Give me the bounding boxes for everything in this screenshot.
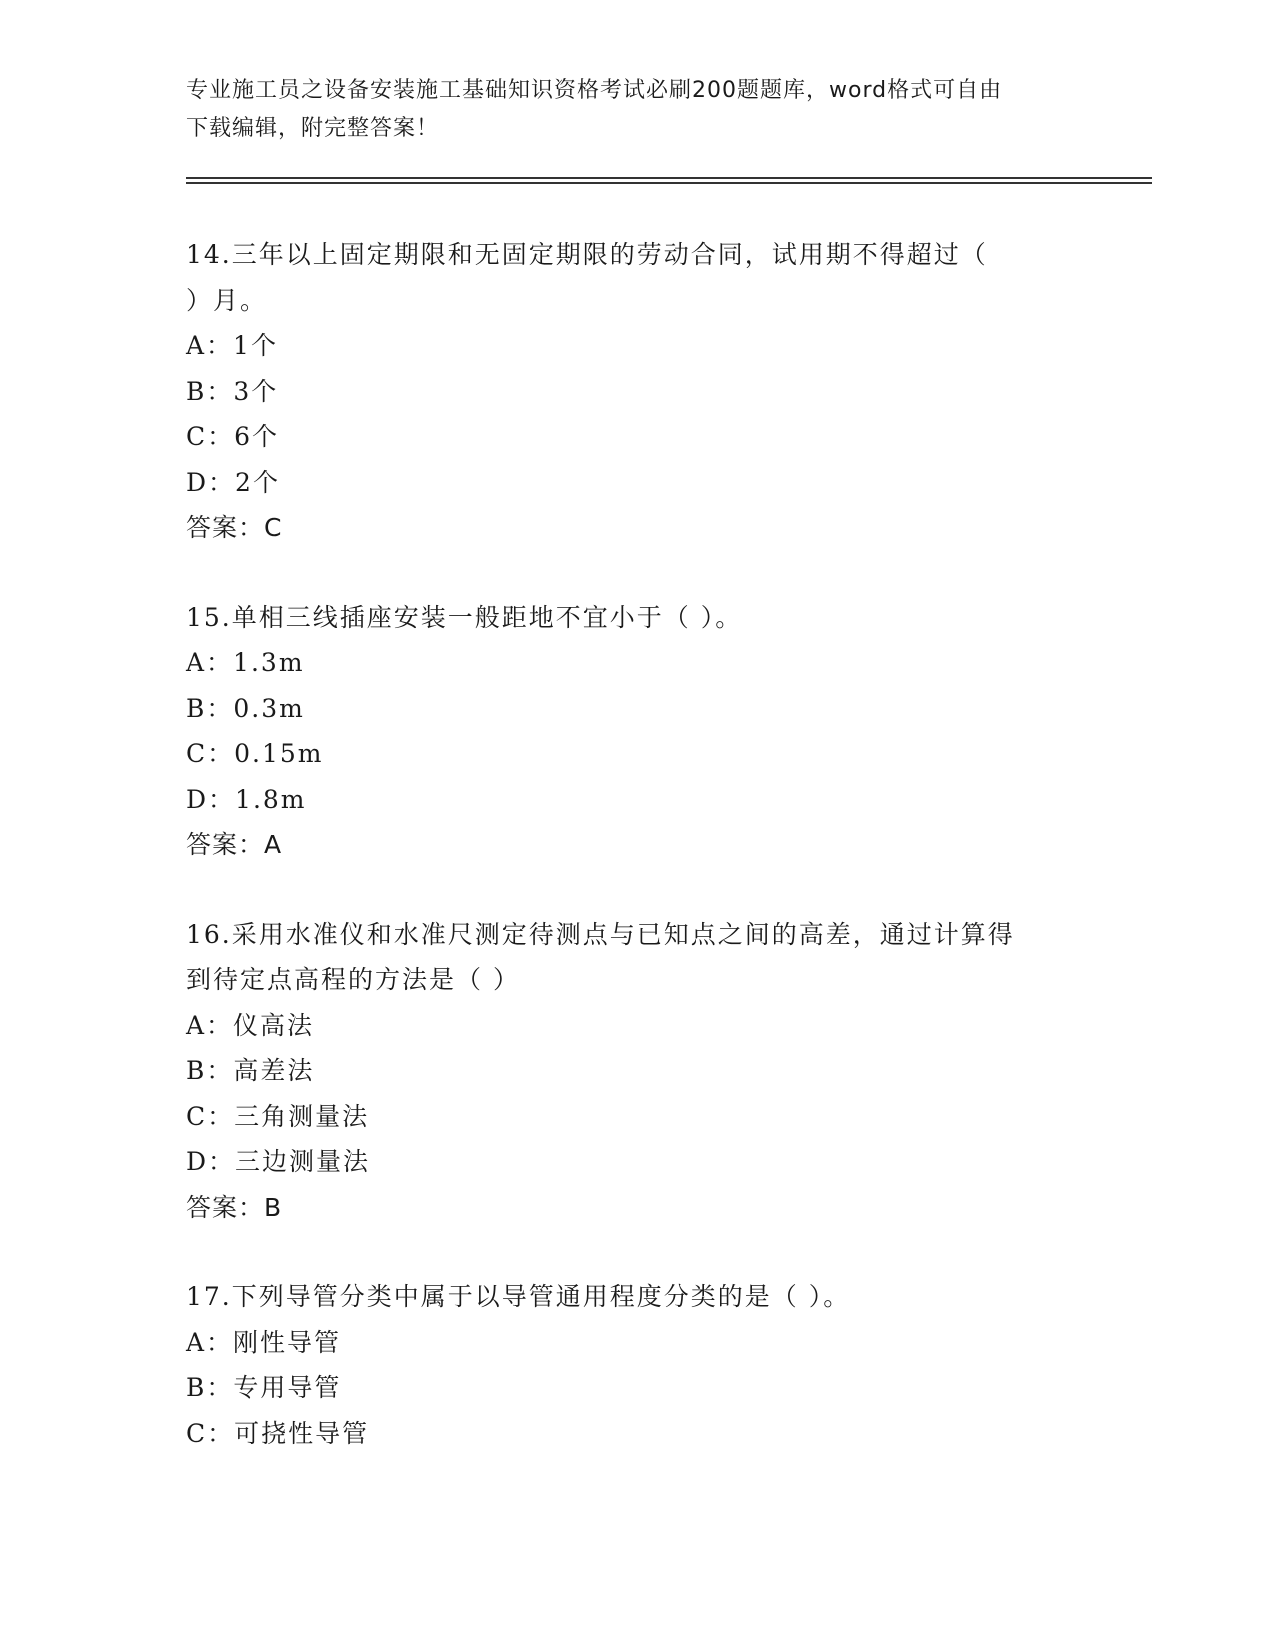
option-a: A：1.3m <box>186 648 305 677</box>
header-divider-top <box>186 177 1152 179</box>
option-d: D：三边测量法 <box>186 1147 371 1176</box>
header-line-1: 专业施工员之设备安装施工基础知识资格考试必刷200题题库，word格式可自由 <box>186 78 1003 103</box>
option-a: A：1个 <box>186 331 278 360</box>
question-17 <box>186 1274 1086 1456</box>
answer-text: 答案：B <box>186 1192 283 1222</box>
option-d: D：1.8m <box>186 784 307 814</box>
option-b: B：0.3m <box>186 693 305 723</box>
header-line-2: 下载编辑，附完整答案！ <box>186 116 440 141</box>
option-b: B：高差法 <box>186 1056 315 1085</box>
option-d: D：2个 <box>186 467 280 497</box>
option-b: B：专用导管 <box>186 1373 342 1402</box>
question-text-line: ）月。 <box>186 285 268 315</box>
header-divider-bottom <box>186 182 1152 184</box>
question-text-line: 15.单相三线插座安装一般距地不宜小于（ ）。 <box>186 602 743 632</box>
question-text-line: 16.采用水准仪和水准尺测定待测点与已知点之间的高差，通过计算得 <box>186 919 1015 949</box>
question-16 <box>186 912 1086 1231</box>
question-14 <box>186 232 1086 551</box>
option-b: B：3个 <box>186 376 279 406</box>
option-a: A：仪高法 <box>186 1010 315 1040</box>
option-c: C：三角测量法 <box>186 1101 370 1131</box>
question-list <box>186 232 1086 1500</box>
question-text-line: 17.下列导管分类中属于以导管通用程度分类的是（ ）。 <box>186 1282 851 1311</box>
option-c: C：0.15m <box>186 739 324 768</box>
question-15 <box>186 595 1086 868</box>
option-c: C：可挠性导管 <box>186 1418 370 1448</box>
option-a: A：刚性导管 <box>186 1327 342 1357</box>
answer-text: 答案：C <box>186 513 283 542</box>
question-text-line: 到待定点高程的方法是（ ） <box>186 965 520 994</box>
option-c: C：6个 <box>186 422 280 451</box>
answer-text: 答案：A <box>186 830 283 859</box>
question-text-line: 14.三年以上固定期限和无固定期限的劳动合同，试用期不得超过（ <box>186 240 988 269</box>
document-header <box>186 72 1066 148</box>
